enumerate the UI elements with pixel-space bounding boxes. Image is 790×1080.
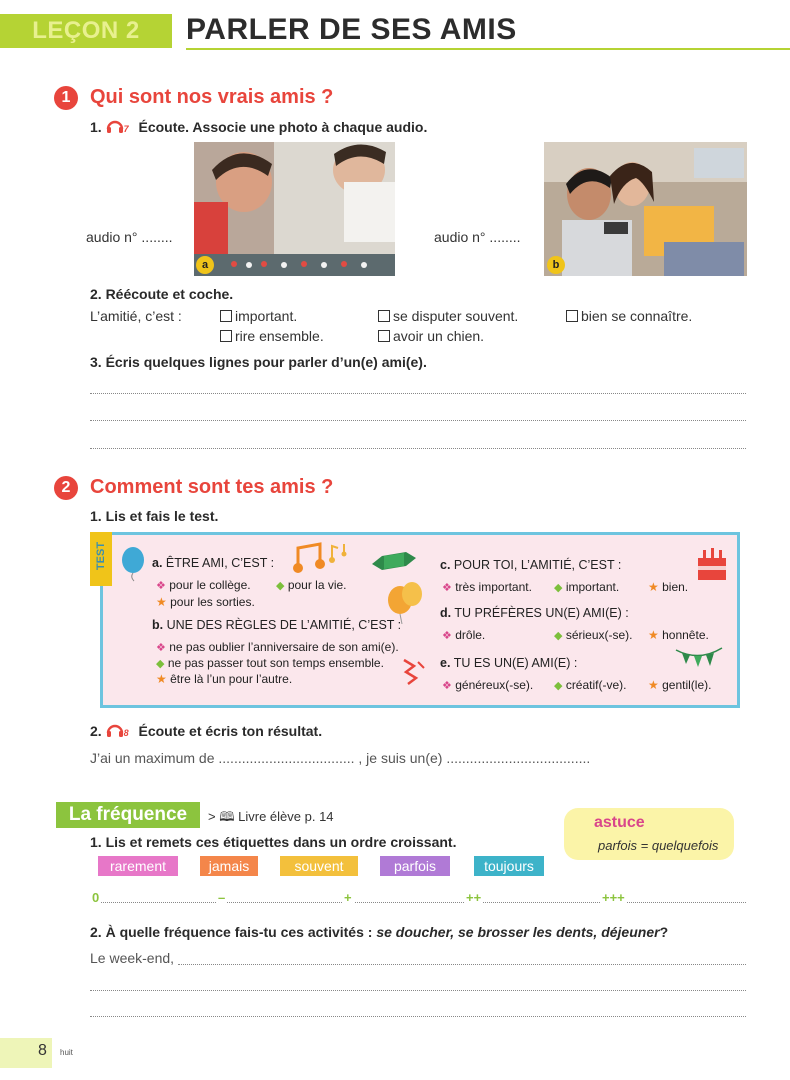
question-suffix: ? <box>659 924 669 940</box>
orange-star-icon: ★ <box>648 628 659 642</box>
green-diamond-icon: ◆ <box>276 580 285 592</box>
section-title-2: Comment sont tes amis ? <box>90 476 334 498</box>
pink-flower-icon: ❖ <box>156 580 166 592</box>
exercise-2-2-instruction <box>90 722 322 739</box>
writing-line[interactable] <box>90 990 746 991</box>
garland-icon <box>674 644 724 670</box>
option-text: important. <box>565 580 620 594</box>
photo-b-badge: b <box>547 256 565 274</box>
page-number-word: huit <box>60 1048 73 1057</box>
pink-flower-icon: ❖ <box>156 642 166 654</box>
photo-a-illustration <box>194 142 395 276</box>
scale-mark-plus-plus-plus: +++ <box>602 890 625 905</box>
exercise-3-2-instruction <box>90 924 668 940</box>
test-option[interactable] <box>156 656 384 670</box>
option-text: créatif(-ve). <box>565 678 627 692</box>
frequency-section-title: La fréquence <box>56 802 200 828</box>
exercise-1-2-instruction: 2. Réécoute et coche. <box>90 286 234 302</box>
audio-field-b[interactable]: audio n° ........ <box>434 229 521 245</box>
test-question-e <box>440 656 577 670</box>
checkbox-option-avoir-un-chien[interactable] <box>378 328 484 344</box>
test-option[interactable] <box>554 580 619 594</box>
astuce-box <box>564 808 734 860</box>
checkbox-option-bien-se-connaitre[interactable] <box>566 308 692 324</box>
pink-flower-icon: ❖ <box>442 630 452 642</box>
option-text: gentil(le). <box>662 678 712 692</box>
birthday-cake-icon <box>694 544 730 582</box>
question-letter: b. <box>152 618 164 632</box>
writing-line[interactable] <box>178 964 746 965</box>
option-label: bien se connaître. <box>581 308 693 324</box>
option-text: ne pas oublier l’anniversaire de son ami(e). <box>169 640 399 654</box>
question-heading: TU ES UN(E) AMI(E) : <box>453 656 578 670</box>
question-heading: TU PRÉFÈRES UN(E) AMI(E) : <box>454 606 629 620</box>
music-notes-icon <box>292 540 352 576</box>
headphones-icon <box>106 118 124 134</box>
exercise-1-1-instruction <box>90 118 427 135</box>
test-option[interactable] <box>442 580 532 594</box>
astuce-text: parfois = quelquefois <box>598 838 719 853</box>
audio-field-a[interactable]: audio n° ........ <box>86 229 173 245</box>
orange-star-icon: ★ <box>648 678 659 692</box>
question-prefix: 2. À quelle fréquence fais-tu ces activités : <box>90 924 373 940</box>
test-option[interactable] <box>442 678 533 692</box>
test-option[interactable] <box>554 628 633 642</box>
test-option[interactable] <box>648 628 709 642</box>
option-text: bien. <box>662 580 689 594</box>
title-underline <box>186 48 790 50</box>
question-heading: POUR TOI, L’AMITIÉ, C’EST : <box>453 558 622 572</box>
photo-a <box>194 142 395 276</box>
exercise-number: 2. <box>90 723 102 739</box>
exercise-3-1-instruction: 1. Lis et remets ces étiquettes dans un ordre croissant. <box>90 834 457 850</box>
photo-a-badge: a <box>196 256 214 274</box>
exercise-1-3-instruction: 3. Écris quelques lignes pour parler d’un(e) ami(e). <box>90 354 427 370</box>
option-text: généreux(-se). <box>455 678 534 692</box>
frequency-scale-line[interactable] <box>98 902 746 903</box>
tag-souvent[interactable]: souvent <box>280 856 358 876</box>
headphones-icon <box>106 722 124 738</box>
section-number-1: 1 <box>54 86 78 110</box>
option-text: pour le collège. <box>169 578 251 592</box>
instruction-text: Écoute. Associe une photo à chaque audio. <box>138 119 428 135</box>
option-text: ne pas passer tout son temps ensemble. <box>167 656 384 670</box>
test-question-a <box>152 556 274 570</box>
confetti-icon <box>400 656 430 692</box>
test-label-text: TEST <box>95 541 107 571</box>
test-question-b <box>152 618 401 632</box>
pink-flower-icon: ❖ <box>442 680 452 692</box>
option-text: être là l’un pour l’autre. <box>170 672 293 686</box>
astuce-title: astuce <box>594 814 645 831</box>
balloon-icon <box>120 546 146 582</box>
test-option[interactable] <box>156 640 399 654</box>
option-text: sérieux(-se). <box>565 628 633 642</box>
option-text: pour les sorties. <box>170 595 255 609</box>
option-label: se disputer souvent. <box>393 308 519 324</box>
orange-star-icon: ★ <box>648 580 659 594</box>
candy-icon <box>372 548 416 574</box>
photo-b <box>544 142 747 276</box>
question-letter: e. <box>440 656 451 670</box>
option-text: pour la vie. <box>287 578 347 592</box>
option-label: important. <box>235 308 298 324</box>
green-diamond-icon: ◆ <box>554 582 563 594</box>
writing-line[interactable] <box>90 448 746 449</box>
textbook-reference: > 🕮 Livre élève p. 14 <box>208 809 334 824</box>
section-title-1: Qui sont nos vrais amis ? <box>90 86 334 108</box>
test-option[interactable] <box>442 628 485 642</box>
tag-toujours[interactable]: toujours <box>474 856 544 876</box>
question-heading: UNE DES RÈGLES DE L’AMITIÉ, C’EST : <box>166 618 402 632</box>
test-question-c <box>440 558 621 572</box>
checkbox[interactable] <box>220 330 232 342</box>
option-text: très important. <box>455 580 532 594</box>
tag-jamais[interactable]: jamais <box>200 856 258 876</box>
checkbox-option-rire-ensemble[interactable] <box>220 328 324 344</box>
exercise-2-1-instruction: 1. Lis et fais le test. <box>90 508 219 524</box>
question-activities: se doucher, se brosser les dents, déjeuner <box>376 924 660 940</box>
track-number: 8 <box>123 728 129 738</box>
checkbox-option-se-disputer[interactable] <box>378 308 518 324</box>
checkbox[interactable] <box>378 310 390 322</box>
green-diamond-icon: ◆ <box>554 680 563 692</box>
track-number: 7 <box>123 124 129 134</box>
scale-mark-minus: – <box>218 890 226 905</box>
question-heading: ÊTRE AMI, C’EST : <box>165 556 275 570</box>
question-letter: a. <box>152 556 163 570</box>
orange-star-icon: ★ <box>156 672 167 686</box>
green-diamond-icon: ◆ <box>156 658 165 670</box>
page-number: 8 <box>38 1042 47 1059</box>
scale-mark-plus: + <box>344 890 352 905</box>
pink-flower-icon: ❖ <box>442 582 452 594</box>
test-option[interactable] <box>648 580 688 594</box>
scale-mark-0: 0 <box>92 890 100 905</box>
section-number-2: 2 <box>54 476 78 500</box>
tag-parfois[interactable]: parfois <box>380 856 450 876</box>
test-option[interactable] <box>156 578 251 592</box>
question-letter: c. <box>440 558 451 572</box>
result-sentence[interactable]: J’ai un maximum de ................................... , je suis un(e) ..................................... <box>90 750 591 766</box>
option-label: avoir un chien. <box>393 328 485 344</box>
checkbox[interactable] <box>566 310 578 322</box>
writing-line[interactable] <box>90 1016 746 1017</box>
checkbox[interactable] <box>378 330 390 342</box>
page-title: PARLER DE SES AMIS <box>186 13 517 46</box>
friendship-lead: L’amitié, c’est : <box>90 308 182 324</box>
question-letter: d. <box>440 606 452 620</box>
weekend-prefix: Le week-end, <box>90 950 175 966</box>
test-question-d <box>440 606 629 620</box>
orange-star-icon: ★ <box>156 595 167 609</box>
test-option[interactable] <box>648 678 711 692</box>
test-option[interactable] <box>156 595 255 609</box>
scale-mark-plus-plus: ++ <box>466 890 482 905</box>
test-option[interactable] <box>156 672 292 686</box>
option-label: rire ensemble. <box>235 328 324 344</box>
option-text: drôle. <box>455 628 486 642</box>
checkbox-option-important[interactable] <box>220 308 297 324</box>
writing-line[interactable] <box>90 393 746 394</box>
test-option[interactable] <box>276 578 347 592</box>
exercise-number: 1. <box>90 119 102 135</box>
tag-rarement[interactable]: rarement <box>98 856 178 876</box>
instruction-text: Écoute et écris ton résultat. <box>138 723 323 739</box>
writing-line[interactable] <box>90 420 746 421</box>
green-diamond-icon: ◆ <box>554 630 563 642</box>
checkbox[interactable] <box>220 310 232 322</box>
option-text: honnête. <box>662 628 709 642</box>
lesson-tag: LEÇON 2 <box>0 14 172 48</box>
test-option[interactable] <box>554 678 627 692</box>
photo-b-illustration <box>544 142 747 276</box>
test-label <box>90 532 112 586</box>
